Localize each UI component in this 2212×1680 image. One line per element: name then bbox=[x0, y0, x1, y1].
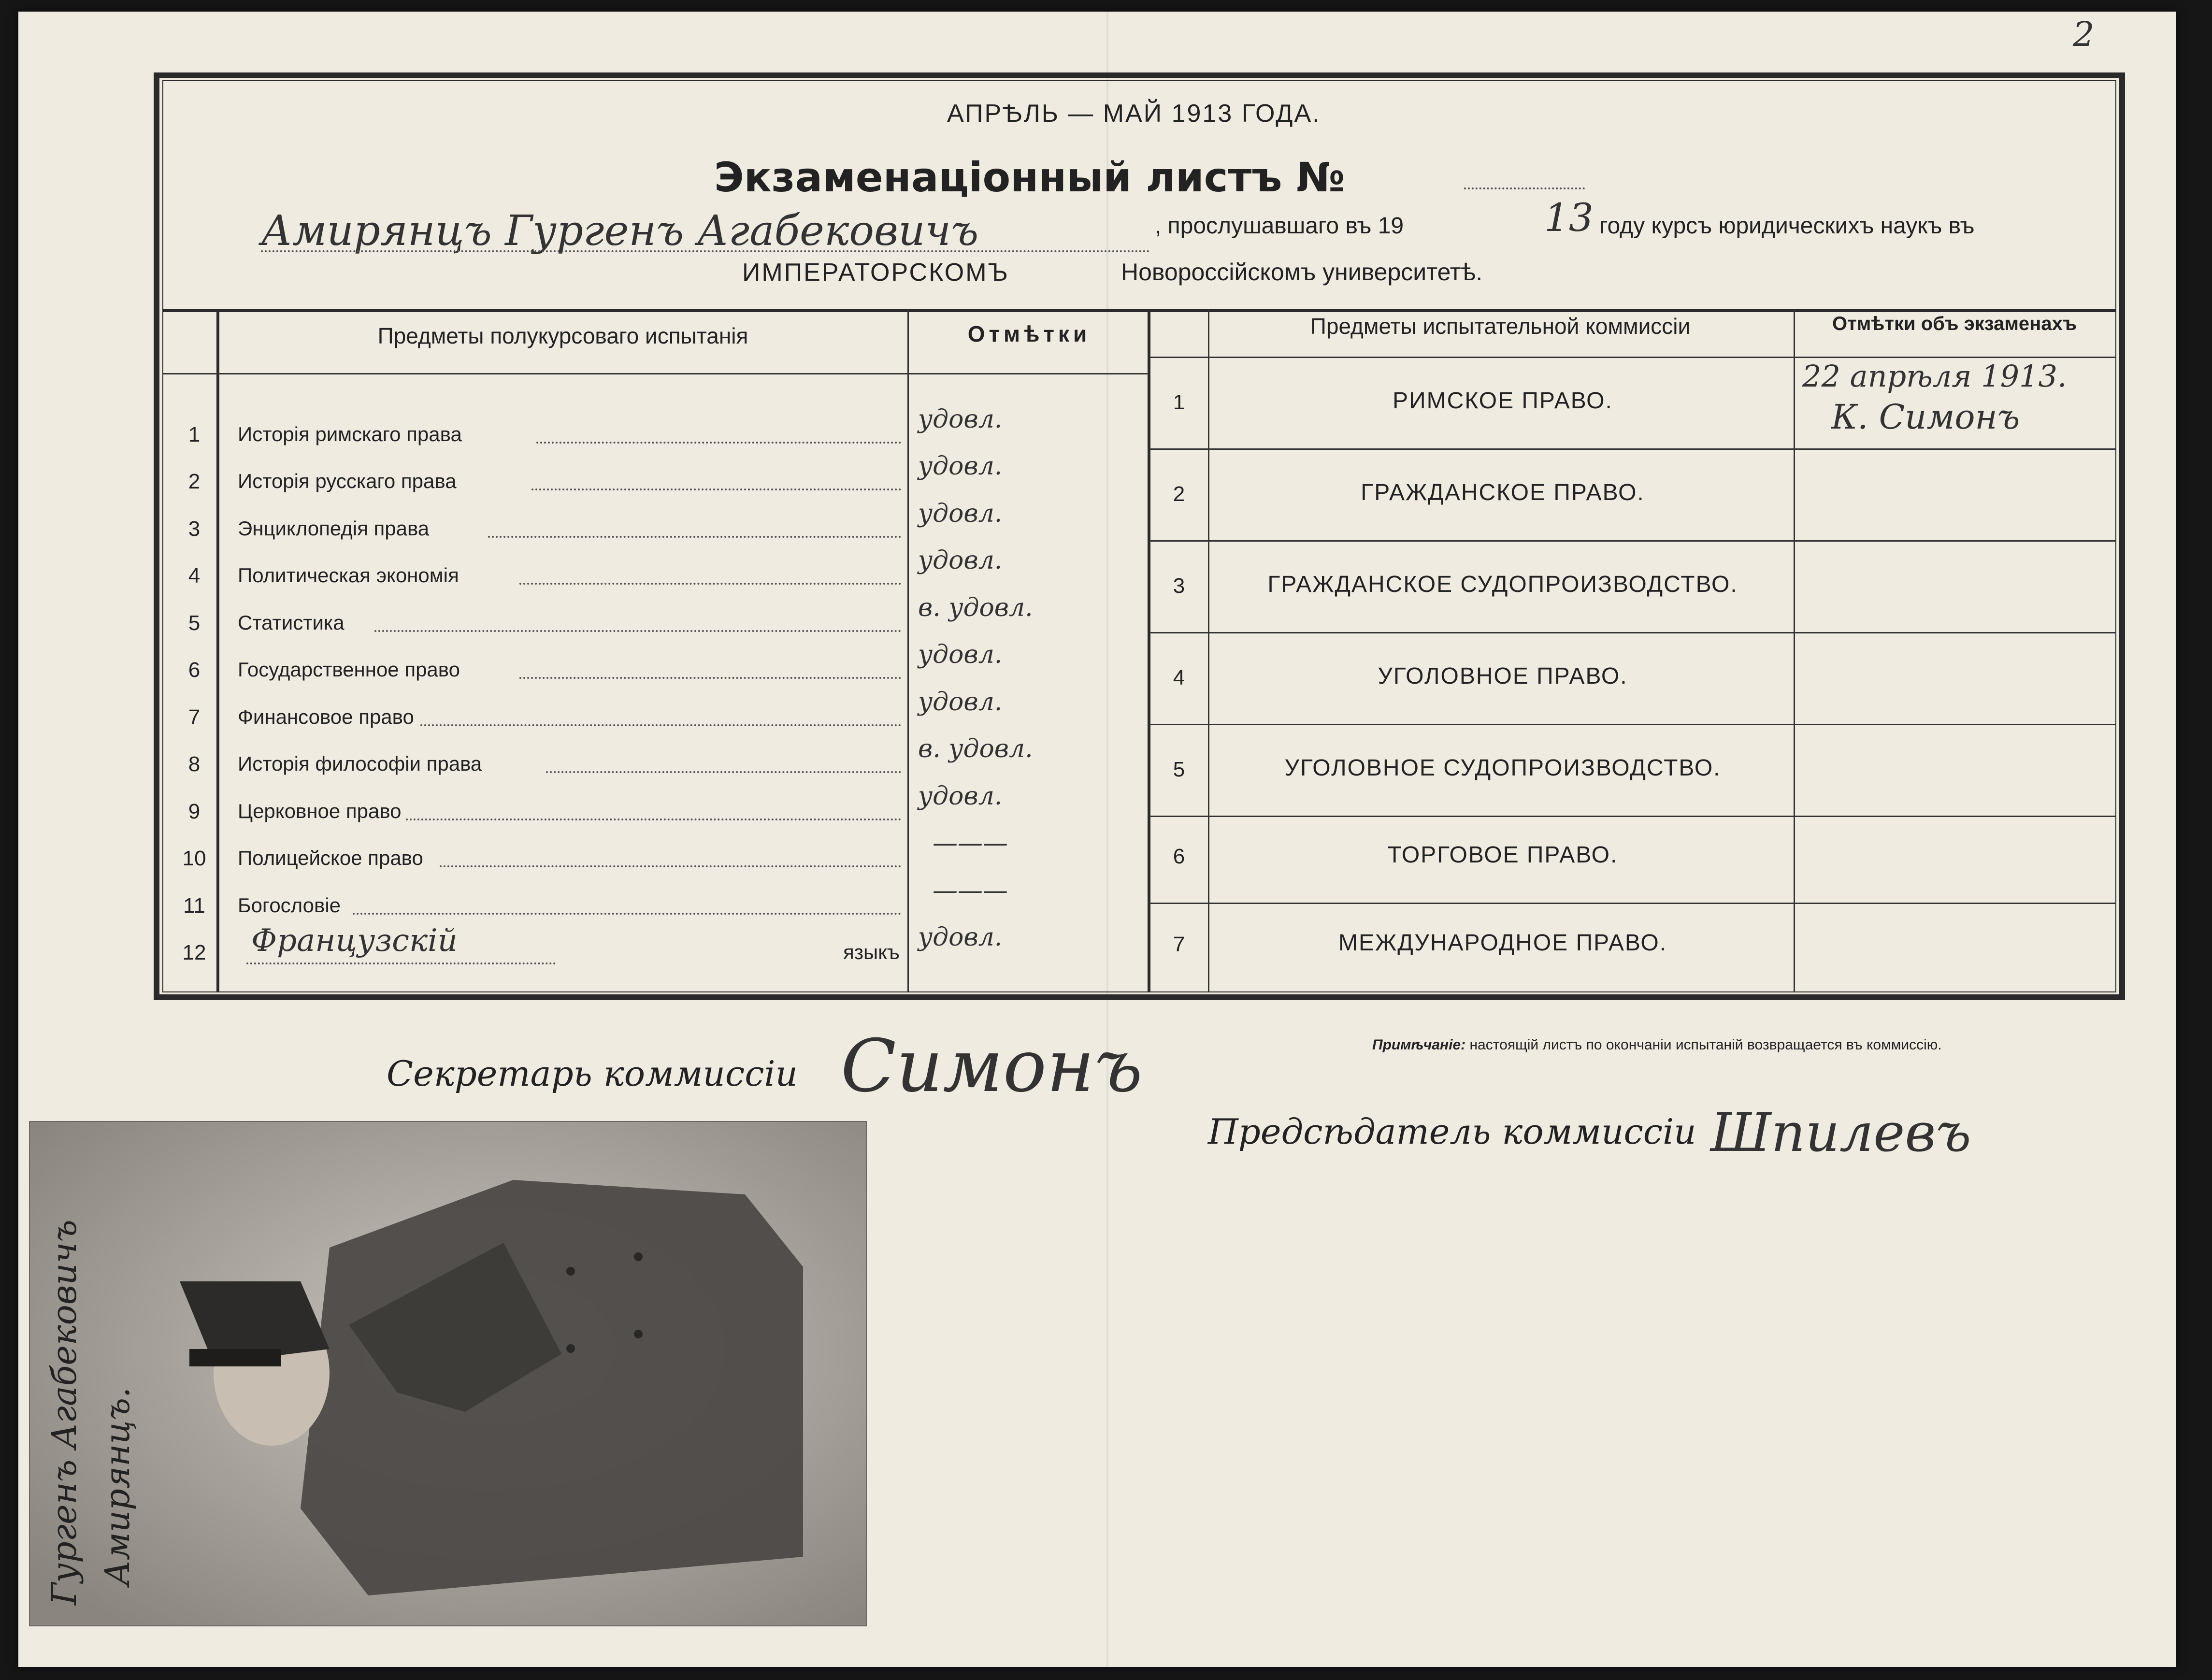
grade-value: удовл. bbox=[918, 782, 1003, 811]
commission-subject: РИМСКОЕ ПРАВО. bbox=[1393, 388, 1613, 414]
row-number: 7 bbox=[1173, 933, 1185, 956]
row-dotted-leader bbox=[353, 913, 901, 915]
grade-value: удовл. bbox=[918, 546, 1003, 575]
grade-value: удовл. bbox=[918, 640, 1003, 669]
row-number: 3 bbox=[188, 517, 201, 541]
row-number: 4 bbox=[1173, 666, 1185, 689]
chairman-signature: Шпилевъ bbox=[1710, 1102, 1971, 1163]
right-header-bottom bbox=[1149, 357, 2116, 358]
row-divider bbox=[1149, 903, 2116, 904]
row-dotted-leader bbox=[546, 771, 901, 773]
portrait-figure bbox=[30, 1122, 866, 1625]
row-divider bbox=[1149, 816, 2116, 817]
right-subjects-header: Предметы испытательной коммиссіи bbox=[1310, 314, 1691, 339]
row-dotted-leader bbox=[536, 442, 901, 444]
row-number: 7 bbox=[188, 705, 201, 729]
grade-value: удовл. bbox=[918, 923, 1003, 952]
row-number: 5 bbox=[1173, 758, 1185, 781]
portrait-photo bbox=[29, 1121, 867, 1626]
row-number: 2 bbox=[1173, 482, 1185, 506]
chairman-label: Предсѣдатель коммиссіи bbox=[1208, 1111, 1696, 1152]
left-header-bottom bbox=[162, 373, 1149, 374]
left-marks-divider bbox=[907, 309, 909, 991]
subject-label: Исторія философіи права bbox=[238, 752, 482, 775]
university-line-1: ИМПЕРАТОРСКОМЪ bbox=[742, 258, 1009, 287]
row-dotted-leader bbox=[406, 818, 901, 820]
commission-subject: УГОЛОВНОЕ СУДОПРОИЗВОДСТВО. bbox=[1284, 755, 1721, 781]
row-number: 10 bbox=[182, 847, 206, 870]
row-divider bbox=[1149, 448, 2116, 450]
secretary-label: Секретарь коммиссіи bbox=[387, 1053, 798, 1094]
footnote bbox=[1372, 1037, 1942, 1053]
exam-period: АПРѢЛЬ — МАЙ 1913 ГОДА. bbox=[947, 100, 1321, 128]
left-marks-header: Отмѣтки bbox=[967, 321, 1091, 346]
grade-value: в. удовл. bbox=[918, 734, 1033, 763]
name-dotted-line bbox=[261, 250, 1150, 252]
row-divider bbox=[1149, 724, 2116, 725]
subject-label: Энциклопедія права bbox=[238, 517, 430, 540]
row-number: 11 bbox=[183, 894, 205, 918]
photo-inscription-line-2: Амирянцъ. bbox=[98, 1387, 137, 1586]
subject-label: Исторія русскаго права bbox=[238, 470, 457, 492]
student-name: Амирянцъ Гургенъ Агабековичъ bbox=[261, 207, 979, 255]
photo-inscription-line-1: Гургенъ Агабековичъ bbox=[44, 1220, 84, 1605]
row-number: 5 bbox=[188, 611, 201, 635]
grade-value: в. удовл. bbox=[918, 593, 1033, 622]
commission-subject: ГРАЖДАНСКОЕ СУДОПРОИЗВОДСТВО. bbox=[1267, 572, 1738, 597]
footnote-text: настоящій листъ по окончаніи испытаній возвращается въ коммиссію. bbox=[1469, 1037, 1942, 1053]
grade-value: ——— bbox=[933, 829, 1008, 858]
commission-subject: ГРАЖДАНСКОЕ ПРАВО. bbox=[1361, 480, 1645, 505]
row-dotted-leader bbox=[531, 488, 901, 490]
secretary-signature: Симонъ bbox=[841, 1024, 1143, 1108]
row-dotted-leader bbox=[488, 536, 901, 538]
year-handwritten: 13 bbox=[1544, 195, 1594, 240]
right-marks-divider bbox=[1794, 309, 1795, 991]
row-number: 8 bbox=[188, 752, 201, 776]
subject-label: Полицейское право bbox=[238, 847, 423, 869]
table-center-divider bbox=[1148, 309, 1150, 991]
table-left-border bbox=[216, 309, 219, 991]
commission-subject: МЕЖДУНАРОДНОЕ ПРАВО. bbox=[1338, 930, 1667, 956]
row-number: 1 bbox=[1173, 390, 1185, 414]
subject-label: Статистика bbox=[238, 611, 345, 634]
grade-value: удовл. bbox=[918, 688, 1003, 717]
subject-label: Государственное право bbox=[238, 658, 460, 681]
exam-date: 22 апрѣля 1913. bbox=[1802, 359, 2067, 394]
grade-value: удовл. bbox=[918, 452, 1003, 481]
language-suffix: языкъ bbox=[843, 941, 900, 963]
row-divider bbox=[1149, 632, 2116, 633]
number-dotted-line bbox=[1464, 187, 1585, 189]
subject-label: Богословіе bbox=[238, 894, 341, 917]
grade-value: удовл. bbox=[918, 499, 1003, 528]
university-line-2: Новороссійскомъ университетѣ. bbox=[1121, 258, 1483, 286]
commission-subject: ТОРГОВОЕ ПРАВО. bbox=[1387, 842, 1618, 868]
row-dotted-leader bbox=[519, 583, 901, 585]
row-number: 1 bbox=[188, 423, 201, 446]
footnote-label: Примѣчаніе: bbox=[1372, 1037, 1466, 1053]
page-number: 2 bbox=[2073, 14, 2095, 54]
heard-text-suffix: году курсъ юридическихъ наукъ въ bbox=[1599, 213, 1975, 239]
grade-value: ——— bbox=[933, 876, 1008, 905]
row-divider bbox=[1149, 540, 2116, 542]
row-number: 6 bbox=[188, 658, 201, 682]
table-top-border bbox=[162, 309, 2116, 312]
row-dotted-leader bbox=[440, 865, 901, 867]
document-title: Экзаменаціонный листъ № bbox=[714, 154, 1345, 201]
subject-label: Церковное право bbox=[238, 800, 402, 822]
row-number: 3 bbox=[1173, 574, 1185, 598]
right-marks-header: Отмѣтки объ экзаменахъ bbox=[1832, 313, 2077, 334]
subject-label: Исторія римскаго права bbox=[238, 423, 462, 445]
row-number: 12 bbox=[182, 941, 206, 964]
language-dotted-line bbox=[246, 962, 556, 964]
row-dotted-leader bbox=[374, 630, 901, 632]
row-number: 9 bbox=[188, 800, 201, 823]
right-num-divider bbox=[1208, 309, 1209, 991]
grade-value: удовл. bbox=[918, 405, 1003, 434]
left-subjects-header: Предметы полукурсоваго испытанія bbox=[377, 323, 748, 348]
subject-label: Политическая экономія bbox=[238, 564, 459, 587]
row-dotted-leader bbox=[519, 677, 901, 679]
row-number: 2 bbox=[188, 470, 201, 493]
commission-subject: УГОЛОВНОЕ ПРАВО. bbox=[1378, 663, 1628, 689]
examiner-signature: К. Симонъ bbox=[1831, 397, 2020, 437]
row-number: 4 bbox=[188, 564, 201, 588]
row-dotted-leader bbox=[420, 724, 901, 726]
row-number: 6 bbox=[1173, 845, 1185, 868]
language-handwritten: Французскій bbox=[251, 923, 458, 959]
heard-text-prefix: , прослушавшаго въ 19 bbox=[1155, 213, 1404, 239]
subject-label: Финансовое право bbox=[238, 705, 414, 728]
